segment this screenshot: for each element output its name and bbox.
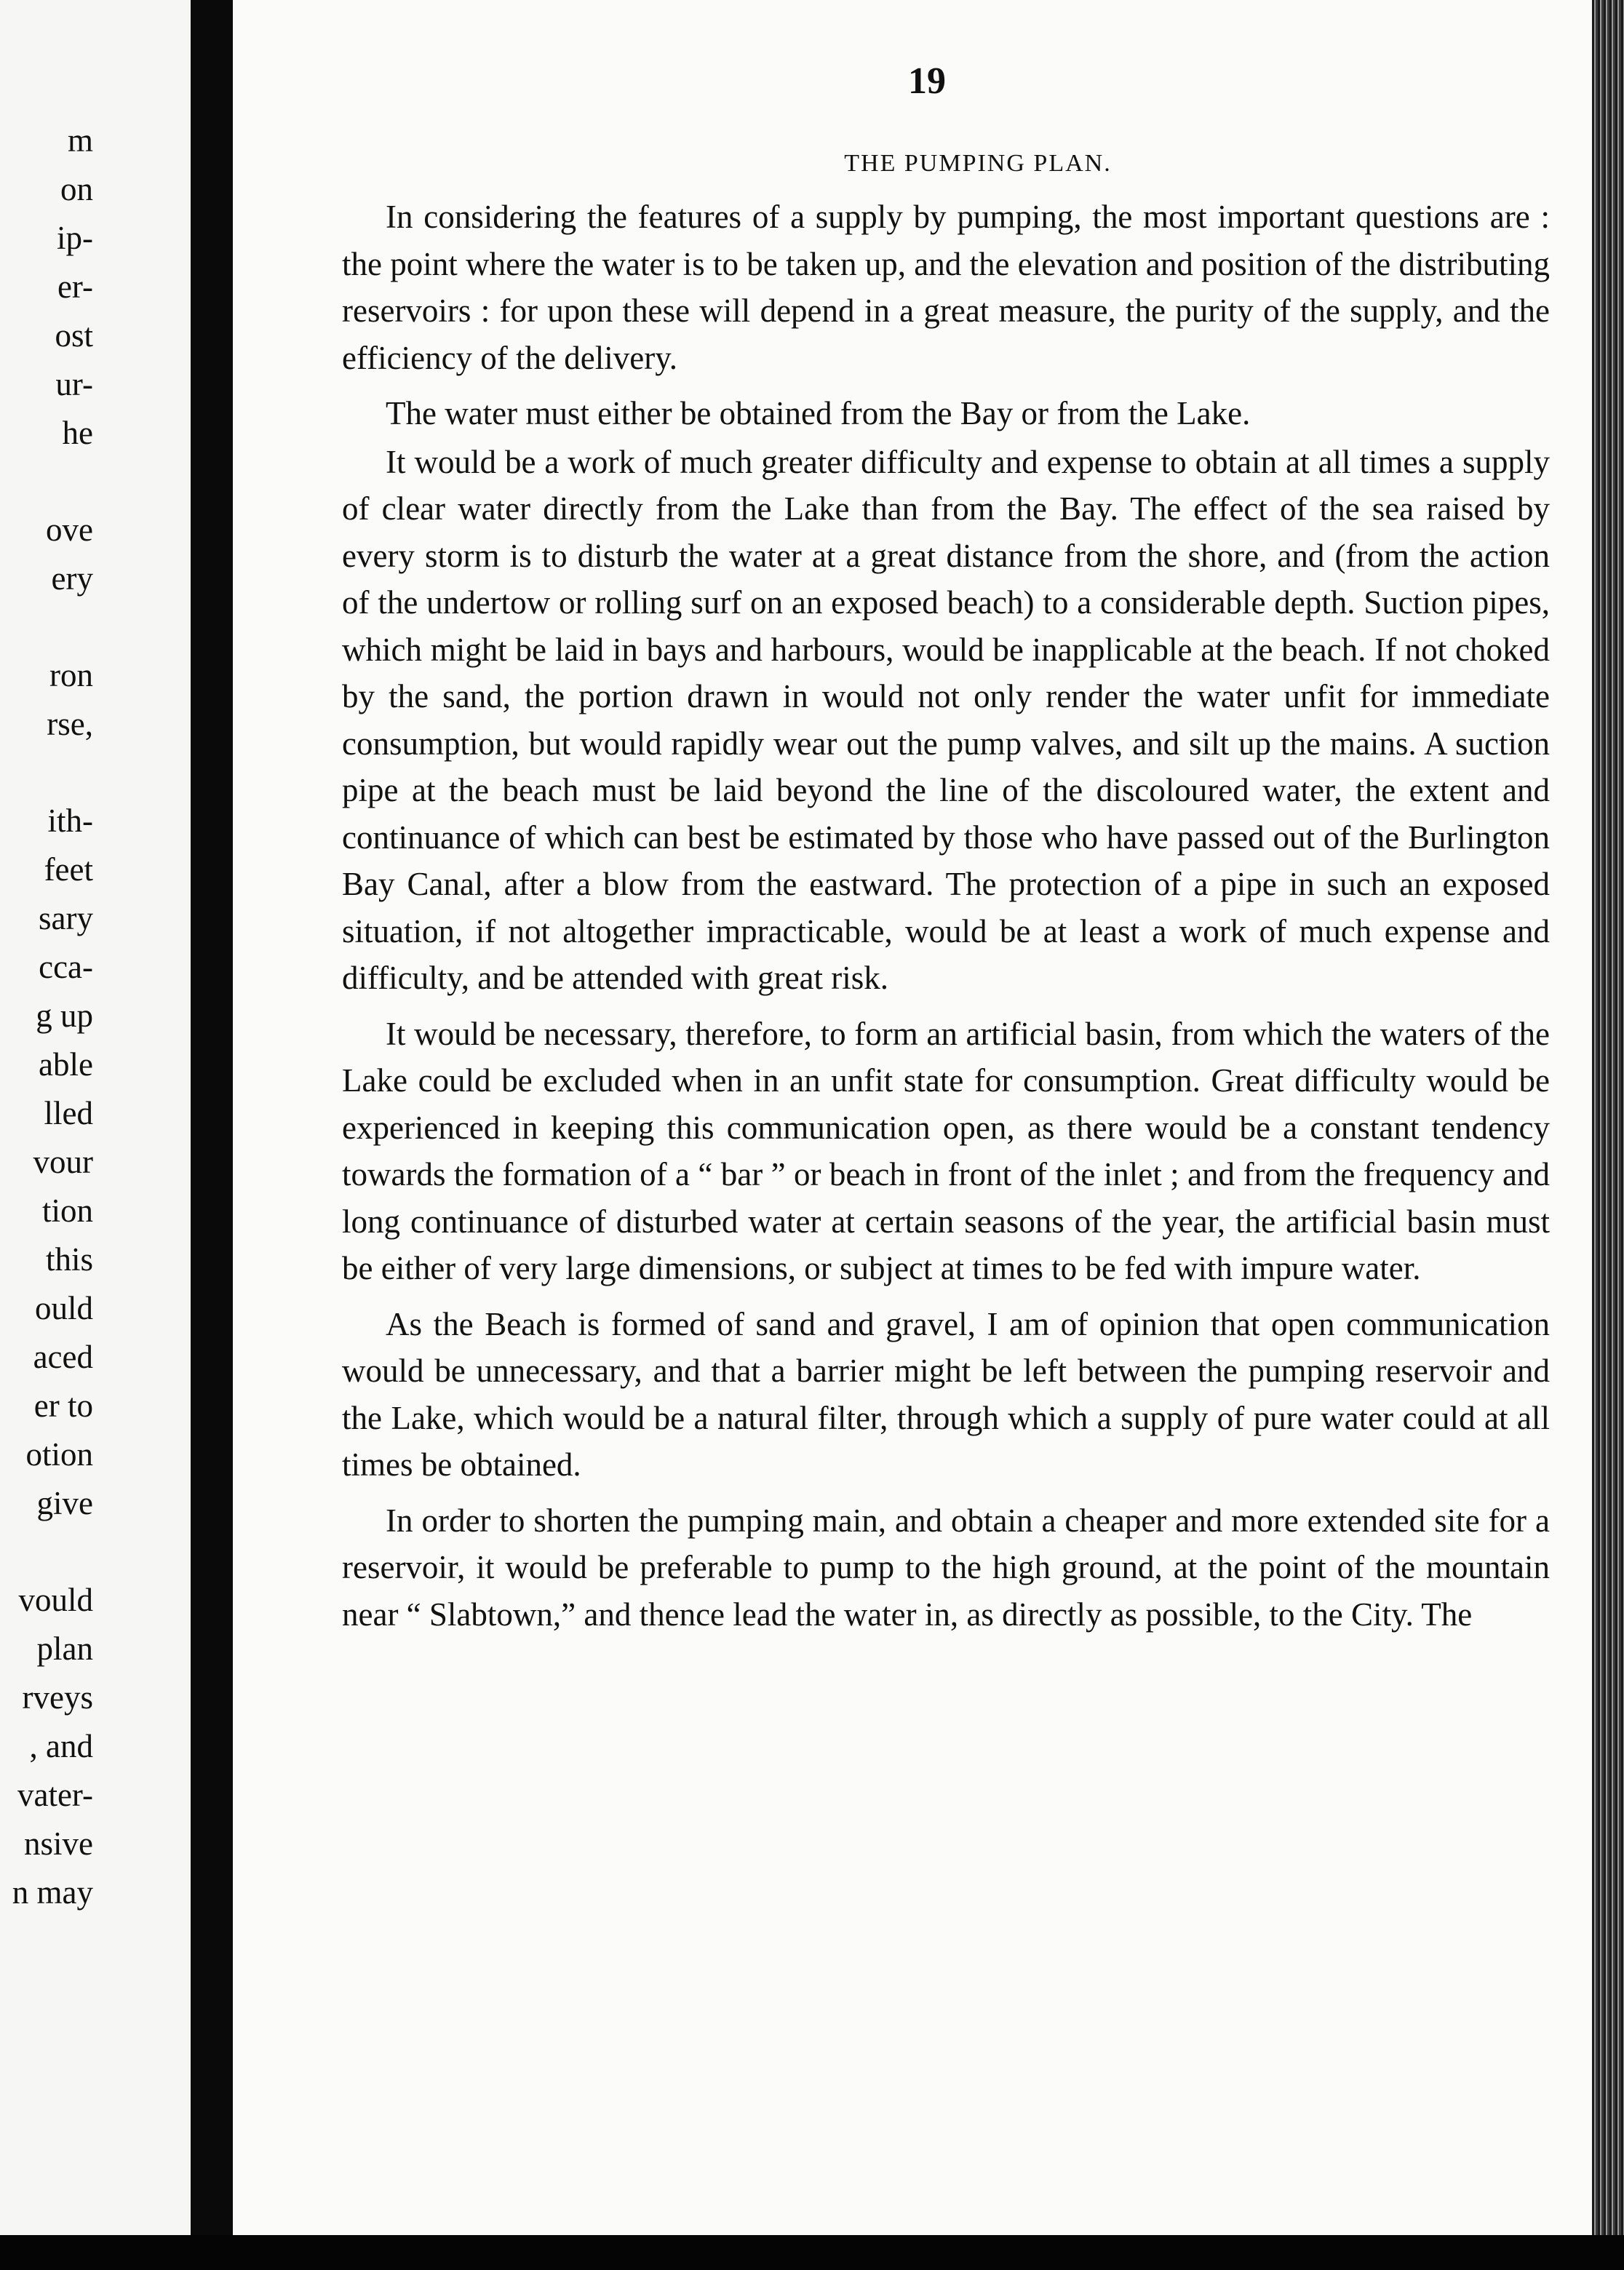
left-page-fragment: otion (25, 1436, 93, 1473)
left-page-fragment (12, 1528, 93, 1576)
left-page-fragment: rse, (47, 706, 93, 742)
left-page-fragment (12, 749, 93, 797)
paragraph: It would be necessary, therefore, to form an artificial basin, from which the waters of the Lake could be excluded when in an unfit state for consumption. Great difficulty would be experienced in keeping this communication open, as there would be a constant tendency towards the formation of a “ bar ” or beach in front of the inlet ; and from the frequency and long continuance of disturbed water at certain seasons of the year, the artificial basin must be either of very large dimensions, or subject at times to be fed with impure water. (342, 1015, 1550, 1286)
body-text (342, 194, 1550, 1646)
left-page-fragment: vater- (17, 1777, 93, 1813)
left-page-fragment: aced (33, 1339, 93, 1375)
left-page-fragment: vour (33, 1144, 93, 1180)
left-page-fragment: sary (39, 900, 93, 936)
bottom-border (0, 2235, 1624, 2270)
left-page-fragment: er to (33, 1387, 93, 1424)
left-page-fragment: lled (44, 1095, 93, 1131)
left-page-fragment: give (36, 1485, 93, 1521)
left-page-fragment: he (62, 415, 93, 451)
left-page-fragment: on (60, 171, 93, 207)
left-page-fragment: plan (36, 1630, 93, 1667)
paragraph: It would be a work of much greater difficulty and expense to obtain at all times a supply of clear water directly from the Lake than from the Bay. The effect of the sea raised by every storm is to disturb the water at a great distance from the shore, and (from the action of the undertow or rolling surf on an exposed beach) to a considerable depth. Suction pipes, which might be laid in bays and harbours, would be inapplicable at the beach. If not choked by the sand, the portion drawn in would not only render the water unfit for immediate consumption, but would rapidly wear out the pump valves, and silt up the mains. A suction pipe at the beach must be laid beyond the line of the discoloured water, the extent and continuance of which can best be estimated by those who have passed out of the Burlington Bay Canal, after a blow from the eastward. The protection of a pipe in such an exposed situation, if not altogether impracticable, would be at least a work of much expense and difficulty, and be attended with great risk. (342, 443, 1550, 996)
left-page-fragment: vould (18, 1582, 93, 1618)
paragraph: As the Beach is formed of sand and gravel, I am of opinion that open communication would be unnecessary, and that a barrier might be left between the pumping reservoir and the Lake, which would be a natural filter, through which a supply of pure water could at all times be obtained. (342, 1305, 1550, 1483)
paragraph: In order to shorten the pumping main, and obtain a cheaper and more extended site for a reservoir, it would be preferable to pump to the high ground, at the point of the mountain near “ Slabtown,” and thence lead the water in, as directly as possible, to the City. The (342, 1502, 1550, 1633)
left-page-fragment: n may (12, 1874, 93, 1911)
section-heading: THE PUMPING PLAN. (844, 150, 1112, 177)
left-page-fragment: , and (29, 1728, 93, 1764)
left-page-fragment: ost (55, 317, 93, 354)
left-page-fragment: m (67, 122, 93, 159)
right-page (233, 0, 1592, 2235)
left-page-fragment: feet (44, 851, 93, 888)
book-gutter (191, 0, 233, 2270)
left-page-fragment: this (45, 1241, 93, 1278)
left-page-fragment: g up (36, 997, 93, 1034)
left-page-fragment: ron (49, 657, 93, 693)
left-page-fragment (12, 458, 93, 506)
left-page-line-fragments (12, 116, 93, 1917)
left-page-fragment: ith- (47, 803, 93, 839)
paragraph: In considering the features of a supply by pumping, the most important questions are : the point where the water is to be taken up, and the elevation and position of the distributing reservoirs : for upon these will depend in a great measure, the purity of the supply, and the efficiency of the delivery. (342, 199, 1550, 376)
left-page-fragment: cca- (39, 949, 93, 985)
left-page-fragment: ove (46, 511, 93, 548)
left-page-fragment (12, 603, 93, 651)
left-page-fragment: ip- (57, 220, 93, 256)
left-page-fragment: tion (41, 1192, 93, 1229)
left-page-fragment: rveys (22, 1679, 93, 1716)
left-page-fragment: ur- (55, 366, 93, 402)
page-number: 19 (908, 60, 946, 102)
left-page-fragment: nsive (24, 1825, 93, 1862)
left-page-fragment: able (39, 1046, 93, 1083)
paragraph: The water must either be obtained from the Bay or from the Lake. (386, 395, 1251, 431)
left-facing-page (0, 0, 191, 2235)
page-edges (1592, 0, 1624, 2270)
left-page-fragment: ould (34, 1290, 93, 1326)
left-page-fragment: ery (51, 560, 93, 597)
left-page-fragment: er- (57, 268, 93, 305)
